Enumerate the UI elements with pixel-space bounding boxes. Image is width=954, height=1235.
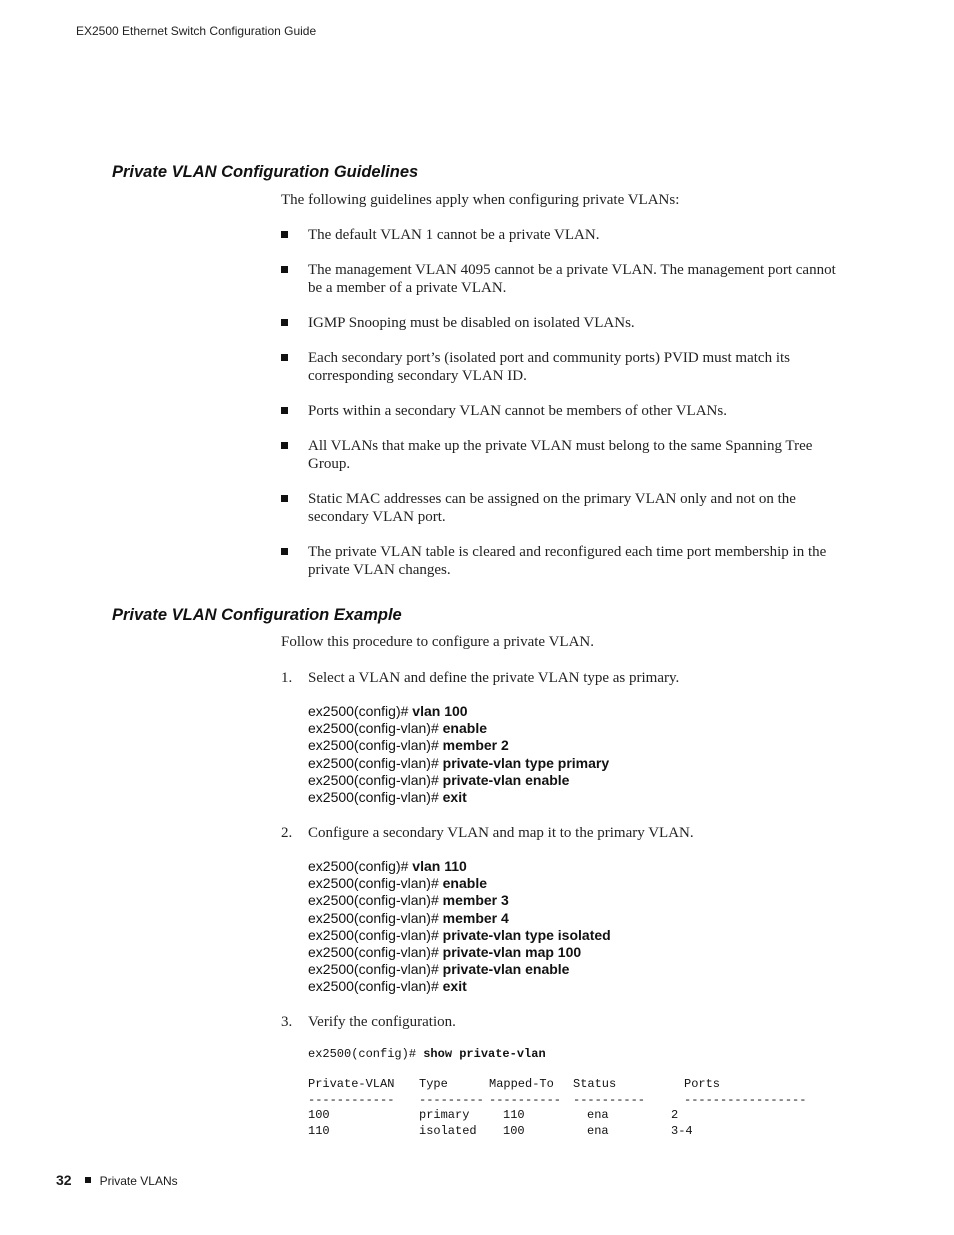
cli-prompt: ex2500(config-vlan)#: [308, 961, 443, 978]
cli-line: [308, 755, 609, 772]
separator: ---------: [419, 1092, 484, 1107]
table-cell: 110: [308, 1123, 330, 1138]
section-heading-example: Private VLAN Configuration Example: [112, 606, 402, 624]
separator: ------------: [308, 1092, 395, 1107]
page-number: 32: [56, 1172, 72, 1188]
table-cell: 3-4: [671, 1123, 693, 1138]
cli-command: exit: [442, 789, 467, 806]
cli-command: enable: [442, 720, 487, 737]
cli-command: member 4: [442, 909, 509, 926]
table-separator-row: [308, 1092, 807, 1109]
procedure-step: [281, 824, 841, 842]
bullet-icon: [281, 407, 288, 414]
running-header: EX2500 Ethernet Switch Configuration Guide: [76, 24, 317, 38]
cli-line: [308, 772, 609, 789]
cli-prompt: ex2500(config-vlan)#: [308, 720, 443, 737]
bullet-icon: [281, 442, 288, 449]
list-item: [281, 437, 841, 473]
cli-line: [308, 961, 611, 978]
cli-line: [308, 737, 609, 754]
cli-line: [308, 978, 611, 995]
cli-command: private-vlan enable: [442, 961, 570, 978]
cli-command: exit: [442, 978, 467, 995]
column-header: Mapped-To: [489, 1077, 554, 1091]
cli-prompt: ex2500(config)#: [308, 703, 413, 719]
cli-command: private-vlan type primary: [442, 754, 610, 771]
table-cell: 100: [503, 1123, 525, 1138]
cli-prompt: ex2500(config-vlan)#: [308, 754, 443, 771]
table-cell: ena: [587, 1108, 609, 1122]
cli-command: member 3: [442, 892, 509, 909]
bullet-icon: [281, 548, 288, 555]
list-item-text: The management VLAN 4095 cannot be a private VLAN. The management port cannot be a member of a private VLAN.: [308, 262, 836, 296]
step-number: 2.: [281, 825, 293, 841]
cli-prompt: ex2500(config-vlan)#: [308, 737, 443, 754]
page-footer: [56, 1172, 178, 1190]
cli-prompt: ex2500(config)#: [308, 858, 413, 874]
bullet-icon: [281, 231, 288, 238]
table-row: [308, 1123, 693, 1140]
cli-line: [308, 789, 609, 806]
list-item-text: Static MAC addresses can be assigned on the primary VLAN only and not on the secondary VLAN port.: [308, 491, 796, 525]
cli-line: [308, 875, 611, 892]
procedure-step: [281, 669, 841, 687]
cli-line: [308, 703, 609, 720]
bullet-icon: [281, 495, 288, 502]
section-heading-guidelines: Private VLAN Configuration Guidelines: [112, 163, 419, 181]
footer-section-name: Private VLANs: [99, 1174, 178, 1188]
cli-prompt: ex2500(config-vlan)#: [308, 789, 443, 806]
cli-prompt: ex2500(config-vlan)#: [308, 771, 443, 788]
column-header: Ports: [684, 1077, 721, 1091]
cli-prompt: ex2500(config)#: [308, 1047, 424, 1061]
list-item: [281, 226, 841, 244]
bullet-icon: [85, 1177, 91, 1183]
step-number: 1.: [281, 670, 293, 686]
table-cell: primary: [419, 1108, 470, 1122]
cli-command: vlan 110: [412, 858, 467, 874]
bullet-icon: [281, 266, 288, 273]
cli-prompt: ex2500(config-vlan)#: [308, 909, 443, 926]
cli-command: private-vlan enable: [442, 771, 570, 788]
cli-command: vlan 100: [412, 703, 468, 719]
cli-line: [308, 892, 611, 909]
table-cell: 2: [671, 1108, 679, 1122]
separator: ----------: [573, 1092, 646, 1107]
cli-prompt: ex2500(config-vlan)#: [308, 875, 443, 892]
list-item-text: IGMP Snooping must be disabled on isolated VLANs.: [308, 315, 635, 331]
cli-command-block: [308, 858, 611, 996]
separator: ----------: [489, 1092, 562, 1107]
cli-command: member 2: [442, 737, 509, 754]
cli-line: [308, 927, 611, 944]
column-header: Type: [419, 1077, 448, 1091]
list-item-text: All VLANs that make up the private VLAN must belong to the same Spanning Tree Group.: [308, 438, 813, 472]
step-number: 3.: [281, 1014, 293, 1030]
cli-command: show private-vlan: [423, 1047, 546, 1061]
step-text: Verify the configuration.: [308, 1014, 456, 1030]
column-header: Status: [573, 1077, 617, 1091]
bullet-icon: [281, 319, 288, 326]
table-cell: ena: [587, 1123, 609, 1138]
bullet-icon: [281, 354, 288, 361]
list-item-text: Ports within a secondary VLAN cannot be members of other VLANs.: [308, 403, 727, 419]
table-row: [308, 1108, 679, 1124]
list-item-text: Each secondary port’s (isolated port and community ports) PVID must match its corresponding secondary VLAN ID.: [308, 350, 790, 384]
list-item: [281, 402, 841, 420]
list-item: [281, 314, 841, 332]
cli-line: [308, 944, 611, 961]
table-cell: 110: [503, 1108, 525, 1122]
list-item: [281, 261, 841, 297]
cli-prompt: ex2500(config-vlan)#: [308, 944, 443, 961]
step-text: Select a VLAN and define the private VLAN type as primary.: [308, 670, 680, 686]
guidelines-intro: The following guidelines apply when configuring private VLANs:: [281, 192, 680, 208]
procedure-step: [281, 1013, 841, 1031]
cli-output-block: [308, 1047, 807, 1139]
cli-command: enable: [442, 875, 487, 892]
list-item-text: The private VLAN table is cleared and reconfigured each time port membership in the private VLAN changes.: [308, 544, 827, 578]
table-header-row: [308, 1077, 721, 1093]
cli-line: [308, 720, 609, 737]
cli-prompt: ex2500(config-vlan)#: [308, 978, 443, 995]
list-item: [281, 543, 841, 579]
list-item: [281, 349, 841, 385]
cli-prompt: ex2500(config-vlan)#: [308, 926, 443, 943]
table-cell: isolated: [419, 1123, 477, 1138]
cli-line: [308, 910, 611, 927]
step-text: Configure a secondary VLAN and map it to the primary VLAN.: [308, 825, 694, 841]
cli-command-block: [308, 703, 609, 806]
separator: -----------------: [684, 1092, 807, 1107]
cli-line: [308, 858, 611, 875]
cli-command: private-vlan map 100: [442, 944, 582, 961]
cli-command: private-vlan type isolated: [442, 926, 611, 943]
cli-line: [308, 1047, 546, 1061]
column-header: Private-VLAN: [308, 1077, 395, 1091]
table-cell: 100: [308, 1108, 330, 1122]
list-item: [281, 490, 841, 526]
cli-prompt: ex2500(config-vlan)#: [308, 892, 443, 909]
list-item-text: The default VLAN 1 cannot be a private VLAN.: [308, 227, 600, 243]
example-intro: Follow this procedure to configure a private VLAN.: [281, 634, 594, 650]
